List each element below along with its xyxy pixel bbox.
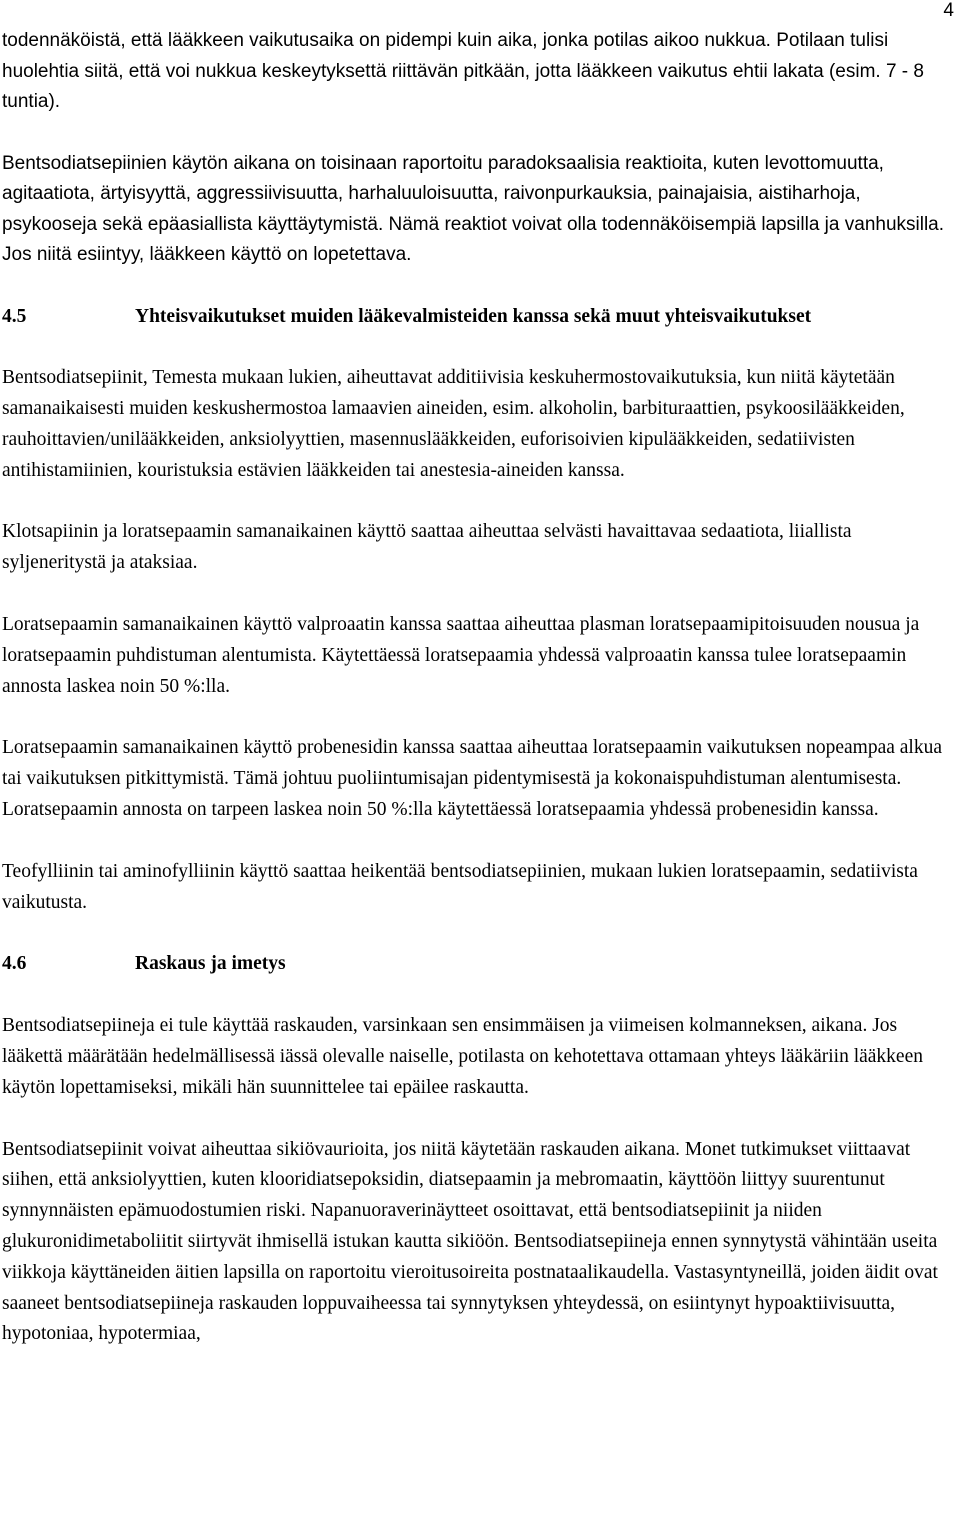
pregnancy-paragraph: Bentsodiatsepiineja ei tule käyttää raskauden, varsinkaan sen ensimmäisen ja viimeisen kolmanneksen, aikana. Jos lääkettä määrätään hedelmällisessä iässä olevalle naiselle, potilasta on kehotettava ottamaan yhteys lääkäriin lääkkeen käytön lopettamiseksi, mikäli hän suunnittelee tai epäilee raskautta. [2, 1015, 923, 1098]
section-number: 4.6 [2, 953, 27, 975]
page-number: 4 [943, 0, 954, 21]
document-body [2, 26, 957, 1381]
interaction-paragraph: Teofylliinin tai aminofylliinin käyttö saattaa heikentää bentsodiatsepiinien, mukaan lukien loratsepaamin, sedatiivista vaikutusta. [2, 860, 918, 913]
paradoxical-reactions-paragraph: Bentsodiatsepiinien käytön aikana on toisinaan raportoitu paradoksaalisia reaktioita, kuten levottomuutta, agitaatiota, ärtyisyyttä, aggressiivisuutta, harhaluuloisuutta, raivonpurkauksia, painajaisia, aistiharhoja, psykooseja sekä epäasiallista käyttäytymistä. Nämä reaktiot voivat olla todennäköisempiä lapsilla ja vanhuksilla. Jos niitä esiintyy, lääkkeen käyttö on lopetettava. [2, 152, 945, 265]
section-title: Yhteisvaikutukset muiden lääkevalmisteiden kanssa sekä muut yhteisvaikutukset [135, 305, 812, 327]
section-title: Raskaus ja imetys [135, 953, 286, 975]
section-heading-4-6 [2, 949, 957, 980]
interaction-paragraph: Loratsepaamin samanaikainen käyttö probenesidin kanssa saattaa aiheuttaa loratsepaamin vaikutuksen nopeampaa alkua tai vaikutuksen pitkittymistä. Tämä johtuu puoliintumisajan pidentymisestä ja kokonaispuhdistuman alentumisesta. Loratsepaamin annosta on tarpeen laskea noin 50 %:lla käytettäessä loratsepaamia yhdessä probenesidin kanssa. [2, 737, 942, 821]
interaction-paragraph: Loratsepaamin samanaikainen käyttö valproaatin kanssa saattaa aiheuttaa plasman loratsepaamipitoisuuden nousua ja loratsepaamin puhdistuman alentumista. Käytettäessä loratsepaamia yhdessä valproaatin kanssa tulee loratsepaamin annosta laskea noin 50 %:lla. [2, 614, 920, 697]
pregnancy-paragraph: Bentsodiatsepiinit voivat aiheuttaa sikiövaurioita, jos niitä käytetään raskauden aikana. Monet tutkimukset viittaavat siihen, että anksiolyyttien, kuten klooridiatsepoksidin, diatsepaamin ja mebromaatin, käyttöön liittyy suurentunut synnynnäisten epämuodostumien riski. Napanuoraverinäytteet osoittavat, että bentsodiatsepiinit ja niiden glukuronidimetaboliitit siirtyvät ihmisellä istukan kautta sikiöön. Bentsodiatsepiineja ennen synnytystä vähintään useita viikkoja käyttäneiden äitien lapsilla on raportoitu vieroitusoireita postnataalikaudella. Vastasyntyneillä, joiden äidit ovat saaneet bentsodiatsepiineja raskauden loppuvaiheessa tai synnytyksen yhteydessä, on esiintynyt hypoaktiivisuutta, hypotoniaa, hypotermiaa, [2, 1138, 938, 1345]
interaction-paragraph: Klotsapiinin ja loratsepaamin samanaikainen käyttö saattaa aiheuttaa selvästi havaittavaa sedaatiota, liiallista syljeneritystä ja ataksiaa. [2, 521, 852, 574]
intro-paragraph: todennäköistä, että lääkkeen vaikutusaika on pidempi kuin aika, jonka potilas aikoo nukkua. Potilaan tulisi huolehtia siitä, että voi nukkua keskeytyksettä riittävän pitkään, jotta lääkkeen vaikutus ehtii lakata (esim. 7 - 8 tuntia). [2, 30, 924, 112]
interaction-paragraph: Bentsodiatsepiinit, Temesta mukaan lukien, aiheuttavat additiivisia keskuhermostovaikutuksia, kun niitä käytetään samanaikaisesti muiden keskushermostoa lamaavien aineiden, esim. alkoholin, barbituraattien, psykoosilääkkeiden, rauhoittavien/unilääkkeiden, anksiolyyttien, masennuslääkkeiden, euforisoivien kipulääkkeiden, sedatiivisten antihistamiinien, kouristuksia estävien lääkkeiden tai anestesia-aineiden kanssa. [2, 367, 905, 481]
section-number: 4.5 [2, 305, 27, 327]
section-heading-4-5 [2, 302, 957, 333]
